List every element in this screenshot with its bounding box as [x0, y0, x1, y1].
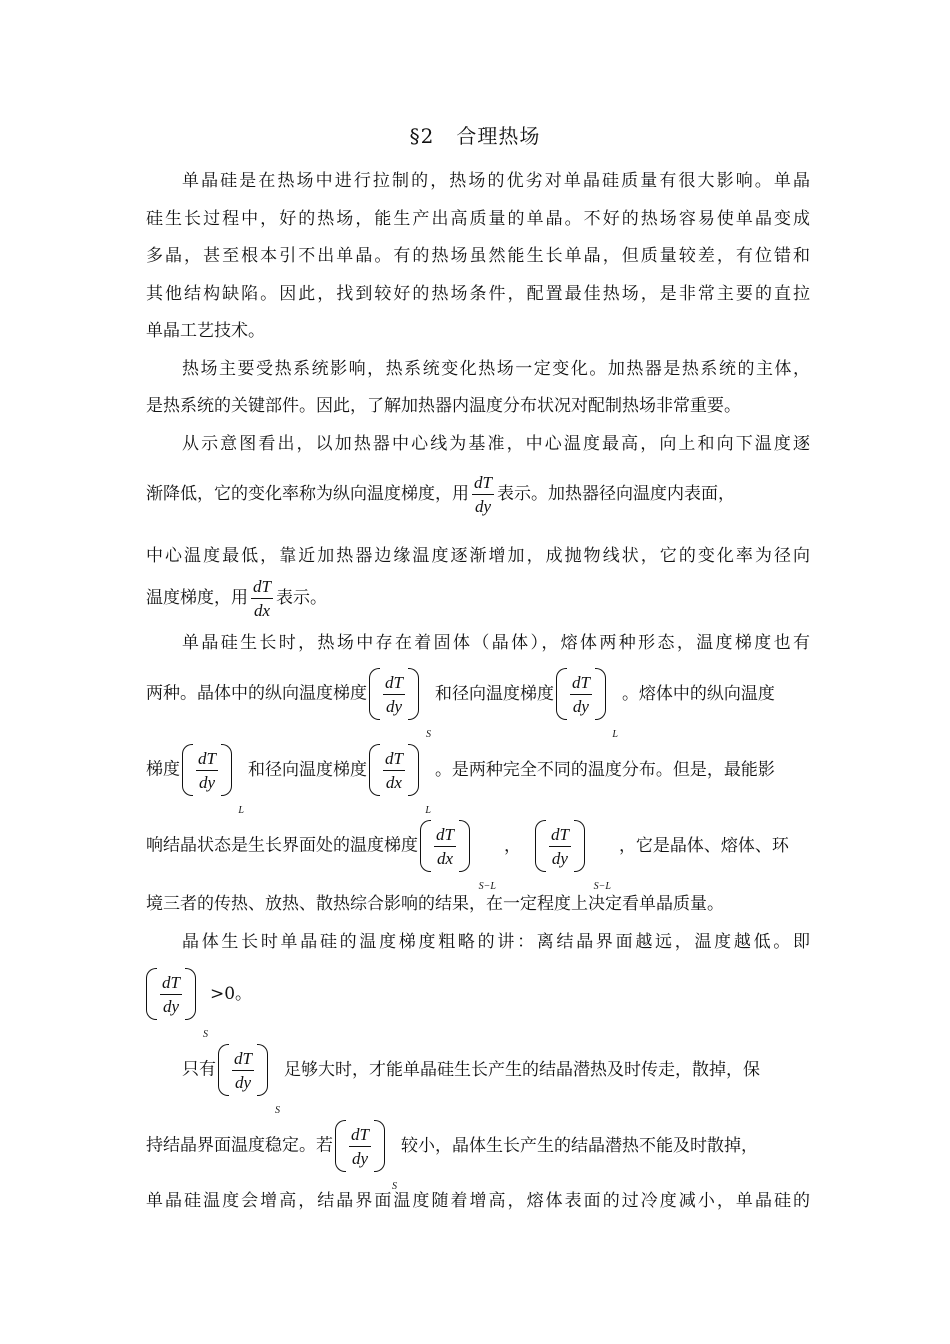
section-title: 合理热场: [456, 124, 541, 148]
gradient-dT-dy-L: [556, 668, 618, 740]
p4-line-2-text-c: 。熔体中的纵向温度: [621, 683, 775, 704]
p1-line-4: 其他结构缺陷。因此，找到较好的热场条件，配置最佳热场，是非常主要的直拉: [146, 284, 810, 304]
numerator: dT: [436, 824, 454, 844]
p3-line-4-text-a: 温度梯度，用: [146, 588, 248, 608]
p6-line-2-text-b: 较小，晶体生长产生的结晶潜热不能及时散掉，: [400, 1135, 758, 1156]
numerator: dT: [550, 824, 569, 844]
p5-line-1: 晶体生长时单晶硅的温度梯度粗略的讲：离结晶界面越远，温度越低。即: [182, 932, 810, 952]
section-heading: [0, 120, 950, 149]
p1-line-5: 单晶工艺技术。: [146, 321, 265, 341]
numerator: dT: [571, 672, 590, 692]
denominator: dy: [383, 694, 405, 715]
gradient-dT-dx-L: [369, 744, 431, 816]
denominator: dx: [251, 598, 273, 619]
p4-line-3-text-c: 。是两种完全不同的温度分布。但是，最能影: [434, 759, 775, 780]
subscript: S−L: [593, 881, 611, 892]
p4-line-4: [146, 820, 810, 892]
gradient-dT-dx-SL: [420, 820, 496, 892]
p4-line-5: 境三者的传热、放热、散热综合影响的结果，在一定程度上决定看单晶质量。: [146, 894, 724, 914]
numerator: dT: [198, 748, 216, 768]
denominator: dy: [549, 846, 571, 867]
subscript: S−L: [478, 881, 496, 892]
p6-line-2: [146, 1120, 810, 1192]
subscript: S: [425, 729, 431, 740]
p4-line-3-text-b: 和径向温度梯度: [247, 759, 367, 780]
gradient-dT-dy-S-large: [218, 1044, 280, 1116]
p3-line-1: 从示意图看出，以加热器中心线为基准，中心温度最高，向上和向下温度逐: [182, 434, 810, 454]
p3-line-4-text-b: 表示。: [275, 588, 327, 608]
p6-line-1-text-b: 足够大时，才能单晶硅生长产生的结晶潜热及时传走，散掉，保: [283, 1059, 760, 1080]
gradient-dT-dy-SL: [535, 820, 611, 892]
gradient-dT-dy-S: [369, 668, 431, 740]
p2-line-2: 是热系统的关键部件。因此，了解加热器内温度分布状况对配制热场非常重要。: [146, 396, 741, 416]
p5-line-2-text: >0。: [209, 983, 253, 1004]
numerator: dT: [384, 748, 403, 768]
denominator: dy: [570, 694, 592, 715]
p4-line-2-text-b: 和径向温度梯度: [434, 683, 554, 704]
subscript: L: [425, 805, 431, 816]
p2-line-1: 热场主要受热系统影响，热系统变化热场一定变化。加热器是热系统的主体，: [182, 359, 810, 379]
p3-line-3: 中心温度最低，靠近加热器边缘温度逐渐增加，成抛物线状，它的变化率为径向: [146, 546, 810, 566]
denominator: dy: [472, 494, 494, 515]
subscript: S: [274, 1105, 280, 1116]
p4-line-2: [146, 668, 810, 740]
numerator: dT: [234, 1048, 252, 1068]
p5-line-2: [146, 968, 810, 1040]
p3-line-2: [146, 474, 810, 515]
section-number: §2: [409, 124, 435, 148]
p1-line-3: 多晶，甚至根本引不出单晶。有的热场虽然能生长单晶，但质量较差，有位错和: [146, 246, 810, 266]
denominator: dy: [232, 1070, 254, 1091]
p1-line-1: 单晶硅是在热场中进行拉制的，热场的优劣对单晶硅质量有很大影响。单晶: [182, 171, 810, 191]
p6-line-2-text-a: 持结晶界面温度稳定。若: [146, 1135, 333, 1156]
p4-line-3-text-a: 梯度: [146, 759, 180, 780]
denominator: dx: [434, 846, 456, 867]
p3-line-2-text-a: 渐降低，它的变化率称为纵向温度梯度，用: [146, 484, 469, 504]
denominator: dy: [160, 994, 182, 1015]
p1-line-2: 硅生长过程中，好的热场，能生产出高质量的单晶。不好的热场容易使单晶变成: [146, 209, 810, 229]
numerator: dT: [385, 672, 403, 692]
p4-line-4-text-a: 响结晶状态是生长界面处的温度梯度: [146, 835, 418, 856]
p4-line-1: 单晶硅生长时，热场中存在着固体（晶体），熔体两种形态，温度梯度也有: [182, 633, 810, 653]
subscript: S: [391, 1181, 397, 1192]
fraction-dT-dy: [471, 474, 495, 515]
p3-line-4: [146, 578, 810, 619]
p6-line-1-text-a: 只有: [182, 1059, 216, 1080]
p4-line-4-text-c: ，它是晶体、熔体、环: [618, 835, 789, 856]
subscript: L: [238, 805, 244, 816]
numerator: dT: [162, 972, 180, 992]
gradient-dT-dy-S-small: [335, 1120, 397, 1192]
gradient-dT-dy-S-crystal: [146, 968, 208, 1040]
denominator: dy: [196, 770, 218, 791]
subscript: S: [202, 1029, 208, 1040]
p6-line-3: 单晶硅温度会增高，结晶界面温度随着增高，熔体表面的过冷度减小，单晶硅的: [146, 1191, 810, 1211]
p4-line-2-text-a: 两种。晶体中的纵向温度梯度: [146, 683, 367, 704]
numerator: dT: [253, 577, 271, 596]
denominator: dx: [383, 770, 405, 791]
p4-line-3: [146, 744, 810, 816]
subscript: L: [612, 729, 618, 740]
p3-line-2-text-b: 表示。加热器径向温度内表面，: [496, 484, 735, 504]
p6-line-1: [182, 1044, 810, 1116]
numerator: dT: [351, 1124, 369, 1144]
p4-line-4-text-b: ，: [503, 835, 521, 856]
numerator: dT: [474, 473, 492, 492]
gradient-dT-dy-L-melt: [182, 744, 244, 816]
denominator: dy: [349, 1146, 371, 1167]
fraction-dT-dx: [250, 578, 274, 619]
